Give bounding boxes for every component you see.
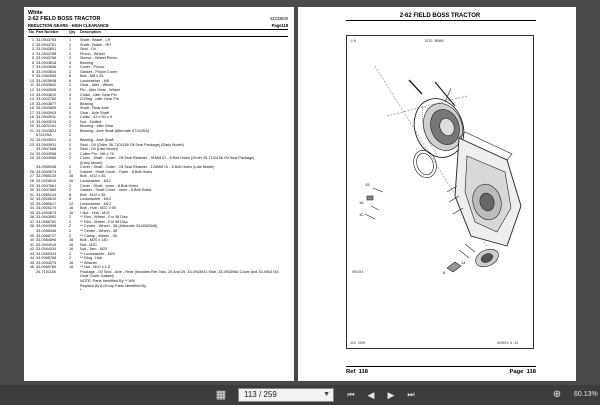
footer-ref-value: 118 xyxy=(358,369,368,375)
row-part-number: 33-0943808 xyxy=(36,88,57,93)
brand-label: White xyxy=(28,10,43,16)
row-description: Lockwasher - M12 xyxy=(80,201,112,206)
row-qty: 1 xyxy=(69,38,72,42)
row-qty: 2 xyxy=(69,228,72,233)
row-qty: 16 xyxy=(69,210,74,215)
row-description: Lockwasher - M12 xyxy=(80,178,112,183)
callout-14: 14 xyxy=(461,260,466,265)
row-no: 33 xyxy=(29,201,34,206)
footer-code-left: 433 3300 xyxy=(350,341,366,345)
row-no: 21 xyxy=(29,128,34,133)
row-part-number: 33-0947669 xyxy=(36,188,57,193)
row-qty: 16 xyxy=(69,238,74,243)
row-qty: 2 xyxy=(69,97,72,102)
row-no: 35 xyxy=(29,210,34,215)
row-qty: 2 xyxy=(69,147,72,152)
row-qty: 2 xyxy=(69,156,72,161)
row-part-number: 33-0943895 xyxy=(36,106,57,111)
row-description: Bearing - Idler Gear xyxy=(80,124,114,129)
row-qty: 2 xyxy=(69,183,72,188)
row-qty: 16 xyxy=(69,174,74,179)
row-description: Bolt - Hub - M22 x 55 xyxy=(80,206,116,211)
row-part-number: 33-0944016 xyxy=(36,242,57,247)
row-part-number: 33-0925610 xyxy=(36,197,57,202)
row-part-number: 33-0925174 xyxy=(36,206,57,211)
row-no: 3 xyxy=(31,47,34,52)
row-part-number: 33-0947661 xyxy=(36,183,57,188)
page-title: 2-62 FIELD BOSS TRACTOR xyxy=(28,16,101,22)
zoom-icon[interactable]: ⊕ xyxy=(552,389,562,400)
row-no: 10 xyxy=(29,78,34,83)
row-description: * Nut - Hub - M22 xyxy=(80,210,110,215)
row-no: 11 xyxy=(30,83,34,88)
row-part-number: 33-0968762 xyxy=(36,219,57,224)
row-no: 2 xyxy=(31,42,34,47)
footer-ref xyxy=(346,369,368,375)
callout-15: 15 xyxy=(365,182,370,187)
row-description: (Early Model) xyxy=(80,160,103,165)
row-part-number: 33-0943818 xyxy=(36,60,57,65)
row-part-number: 33-0947668 xyxy=(36,147,57,152)
row-qty: 8 xyxy=(69,78,72,83)
row-part-number: 33-0944034 xyxy=(36,247,57,252)
zoom-level[interactable]: 60.13% xyxy=(574,391,598,398)
row-description: Nut - Jam - M20 xyxy=(80,247,108,252)
row-description: ** Center - Wheel - 38 (Alternate 33-0065346) xyxy=(80,224,158,229)
row-part-number: 33-0022765 xyxy=(36,97,57,102)
diagram-frame xyxy=(346,35,534,349)
row-no: 39 xyxy=(29,233,34,238)
row-no: 34 xyxy=(29,206,34,211)
row-part-number: 33-0943761 xyxy=(36,42,57,47)
row-qty: 1 xyxy=(69,42,72,47)
row-description: Collar - Idler Gear Pin xyxy=(80,92,117,97)
row-qty: 12 xyxy=(69,201,74,206)
row-description: Bearing - Axle Shaft (Alternate 67243SA) xyxy=(80,128,150,133)
row-no: 42 xyxy=(29,247,34,252)
column-headers xyxy=(28,30,288,35)
row-qty: 2 xyxy=(69,251,72,256)
row-qty: 2 xyxy=(69,51,72,56)
row-description: Replace As A Group Parts Identified By xyxy=(80,283,146,288)
next-page-icon[interactable]: ▶ xyxy=(387,390,395,400)
row-no: 24 xyxy=(29,151,34,156)
row-description: Bolt - M8 x 25 xyxy=(80,74,104,79)
row-qty: 2 xyxy=(69,83,72,88)
row-part-number: 33-0984896 xyxy=(36,238,57,243)
row-part-number: 33-4304673 xyxy=(36,210,57,215)
row-part-number: 33-0943768 xyxy=(36,51,57,56)
parts-list xyxy=(28,38,288,293)
row-no: 40 xyxy=(29,238,34,243)
callout-8: 8 xyxy=(443,270,446,275)
row-description: Lockwasher - M12 xyxy=(80,197,112,202)
row-part-number xyxy=(36,288,69,293)
grid-view-icon[interactable]: ▦ xyxy=(215,389,227,401)
row-no xyxy=(28,288,36,293)
row-description: ** Washer xyxy=(80,260,97,265)
exploded-assembly-diagram xyxy=(347,36,535,350)
row-description: O-Ring - Idler Gear Pin xyxy=(80,97,119,102)
figure-corner-label: 1/N xyxy=(350,39,356,43)
viewer-toolbar xyxy=(0,385,600,405)
row-qty: 2 xyxy=(69,133,72,138)
row-part-number: 33-0943766 xyxy=(36,56,57,61)
row-description: Gasket - Pinion Cover xyxy=(80,69,118,74)
row-qty: 2 xyxy=(69,115,72,120)
row-no: 37 xyxy=(29,219,34,224)
row-qty: 2 xyxy=(69,119,72,124)
col-description: Description xyxy=(80,30,101,34)
first-page-icon[interactable]: ⏮ xyxy=(347,390,355,399)
row-qty: 2 xyxy=(69,142,72,147)
row-qty: 8 xyxy=(69,197,72,202)
figure-caption: DISC BRAKE xyxy=(425,39,445,43)
row-part-number: 33-0943958 xyxy=(36,151,57,156)
row-part-number: 33-0065346 xyxy=(36,228,57,233)
row-part-number: 33-0943903 xyxy=(36,110,57,115)
row-qty: 2 xyxy=(69,106,72,111)
row-no: 38 xyxy=(29,224,34,229)
row-no: 31 xyxy=(29,192,34,197)
row-qty: 16 xyxy=(69,247,74,252)
doc-number: 43333600 xyxy=(269,16,288,21)
row-qty: 8 xyxy=(69,192,72,197)
footer-ref-label: Ref xyxy=(346,369,356,375)
right-page xyxy=(298,7,576,381)
row-qty: 16 xyxy=(69,178,74,183)
row-part-number: 33-0943842 xyxy=(36,83,57,88)
row-part-number: 33-0968737 xyxy=(36,233,57,238)
row-part-number: 33-0944075 xyxy=(36,260,57,265)
row-part-number: 26-7101156 xyxy=(36,269,56,274)
part-code: 065355 xyxy=(352,270,364,274)
table-row xyxy=(28,288,288,293)
row-part-number: 33-0943801 xyxy=(36,47,57,52)
row-no: 32 xyxy=(29,197,34,202)
row-description: Cover - Shaft - Outer - Oil Seal Retainer - 91MM ID - 8 Bolt Holes (Order 26-7101156 Oil Seal Package) xyxy=(80,156,255,161)
row-part-number: 33-0943911 xyxy=(36,115,56,120)
row-qty: 2 xyxy=(69,65,72,70)
chevron-down-icon: ▼ xyxy=(323,391,330,398)
row-no: 22 xyxy=(29,138,34,143)
row-no: 6 xyxy=(31,60,34,65)
row-no: 23 xyxy=(29,142,34,147)
row-qty: 16 xyxy=(69,265,74,270)
row-description: Sleeve - Wheel Pinion xyxy=(80,56,118,61)
row-part-number: 33-0065766 xyxy=(36,265,57,270)
row-description: Bolt - M20 x 140 xyxy=(80,238,108,243)
row-description: Collar - 43 x 90 x 9 xyxy=(80,115,112,120)
row-description: Package - Oil Seal - Axle - Rear (Includes Ref. Nos. 25 And 29, 33-0943931 Seal, 33-0943966 Cover And 33-0943745 Gear Cover Gasket) xyxy=(80,269,279,279)
row-qty: 16 xyxy=(69,206,74,211)
row-description: Gasket - Shaft Cover - Inner - 8 Bolt Holes xyxy=(80,188,152,193)
columns-rule xyxy=(28,36,288,37)
row-qty: 2 xyxy=(69,110,72,115)
row-part-number: 33-0925610 xyxy=(36,178,57,183)
title-row xyxy=(28,16,288,22)
row-no: 1 xyxy=(31,38,34,42)
row-description: Pin - Idler Gear - Wheel xyxy=(80,88,120,93)
section-title: REDUCTION GEARS - HIGH CLEARANCE xyxy=(28,22,109,28)
footer-code-right: D26053 6.44 xyxy=(497,341,519,345)
row-no: 20 xyxy=(29,124,34,129)
row-part-number: 33-0985134 xyxy=(36,192,57,197)
previous-page-icon[interactable]: ◀ xyxy=(367,390,375,400)
row-qty: 2 xyxy=(69,69,72,74)
row-qty: 4 xyxy=(69,101,72,106)
last-page-icon[interactable]: ⏭ xyxy=(407,390,415,399)
row-no: 25 xyxy=(29,156,34,161)
row-description: Shaft - Rear Axle xyxy=(80,106,109,111)
row-qty: 2 xyxy=(69,47,72,52)
row-no: 43 xyxy=(29,251,34,256)
row-description: Gear - Axle Shaft xyxy=(80,110,109,115)
row-description: Seal - Oil (Order 26-7101156 Oil Seal Package) (Early Model) xyxy=(80,142,184,147)
col-qty: Qty xyxy=(69,30,76,34)
row-part-number: 33-0943810 xyxy=(36,92,57,97)
row-description: ** Rim - Wheel - For 38 Disc xyxy=(80,219,128,224)
row-no: 17 xyxy=(29,110,34,115)
row-no: 45 xyxy=(29,260,34,265)
row-description: ** Center - Wheel - 38 xyxy=(80,228,118,233)
row-part-number: 33-0943915 xyxy=(36,119,57,124)
row-part-number: 33-0943753 xyxy=(36,38,57,42)
row-description: Gasket - Shaft Cover - Outer - 8 Bolt Holes xyxy=(80,169,153,174)
row-qty: 2 xyxy=(69,151,72,156)
row-description: ** Rim - Wheel - For 38 Disc xyxy=(80,215,128,220)
row-description: Bearing - Axle Shaft xyxy=(80,138,114,143)
table-row xyxy=(28,270,288,279)
row-part-number: 33-0925648 xyxy=(36,78,57,83)
row-description: Cover - Shaft - Outer - Oil Seal Retainer - 125MM ID - 8 Bolt Holes (Late Model) xyxy=(80,165,215,170)
row-part-number: 33-0943931 xyxy=(36,142,57,147)
row-qty: 2 xyxy=(69,188,72,193)
row-qty: 2 xyxy=(69,256,72,261)
row-description: Nut - M20 xyxy=(80,242,97,247)
row-qty: 2 xyxy=(69,233,72,238)
row-part-number: 33-0065343 xyxy=(36,251,57,256)
page-ref: Page118 xyxy=(271,22,288,28)
row-description: Bearing xyxy=(80,60,94,65)
row-qty: 16 xyxy=(69,260,74,265)
section-row xyxy=(28,23,288,28)
row-no: 30 xyxy=(29,188,34,193)
row-part-number: 33-0959048 xyxy=(36,165,57,170)
footer-page-label: Page xyxy=(509,369,524,375)
row-description: Bolt - M12 x 35 xyxy=(80,192,106,197)
row-no: 46 xyxy=(29,265,34,270)
row-qty: 2 xyxy=(69,224,72,229)
row-part-number: 33-0943992 xyxy=(36,215,57,220)
row-qty: 4 xyxy=(69,92,72,97)
row-description: ** Ring - Hub xyxy=(80,256,103,261)
footer-page xyxy=(510,369,536,375)
row-description: Gear - Idler - Wheel xyxy=(80,83,114,88)
row-part-number: 33-0943606 xyxy=(36,65,57,70)
row-description: Cover - Shaft - Inner - 8 Bolt Holes xyxy=(80,183,139,188)
row-part-number: 67243SA xyxy=(36,133,52,138)
row-qty: 16 xyxy=(69,242,74,247)
row-qty: 2 xyxy=(69,219,72,224)
row-qty: 2 xyxy=(69,124,72,129)
row-no: 44 xyxy=(29,256,34,261)
row-description: Bolt - M12 x 35 xyxy=(80,174,106,179)
row-description: ** Nut - M22 x 1.5 xyxy=(80,265,110,270)
row-part-number: 33-0985617 xyxy=(36,201,57,206)
row-description: Bearing xyxy=(80,101,94,106)
col-part-number: Part Number xyxy=(36,30,59,34)
left-page xyxy=(24,7,294,381)
title-rule xyxy=(346,20,536,21)
row-part-number: 33-0943998 xyxy=(36,224,57,229)
footer-rule xyxy=(346,366,536,367)
row-description: Cover - Pinion xyxy=(80,65,105,70)
row-qty: 2 xyxy=(69,165,72,170)
row-no: 13 xyxy=(29,92,34,97)
row-description: Nut - Slotted xyxy=(80,119,102,124)
row-part-number: 33-0943966 xyxy=(36,156,57,161)
row-no: 4 xyxy=(31,51,34,56)
row-qty: 2 xyxy=(69,88,72,93)
row-no: 26 xyxy=(29,169,34,174)
row-no xyxy=(28,270,36,279)
row-no: 5 xyxy=(31,56,34,61)
row-qty: 2 xyxy=(69,215,72,220)
row-description: NOTE: Parts Identified By ** Will xyxy=(80,278,135,283)
row-qty: 4 xyxy=(69,60,72,65)
page-indicator-select[interactable] xyxy=(238,388,334,402)
diagram-page-title: 2-62 FIELD BOSS TRACTOR xyxy=(399,13,481,19)
row-description: ** Clamp - Wheel - 38 xyxy=(80,233,117,238)
row-no: 7 xyxy=(31,65,34,70)
row-qty: 2 xyxy=(69,138,72,143)
row-no: 12 xyxy=(29,88,34,93)
callout-10: 10 xyxy=(359,212,364,217)
row-part-number: 33-0943834 xyxy=(36,69,57,74)
row-part-number: 33-0984956 xyxy=(36,74,57,79)
row-part-number: 33-0985134 xyxy=(36,174,57,179)
callout-16: 16 xyxy=(359,200,364,205)
row-qty: 2 xyxy=(69,128,72,133)
row-qty: 8 xyxy=(69,74,72,79)
row-qty xyxy=(69,288,80,293)
row-no: 15 xyxy=(29,101,34,106)
row-no: 8 xyxy=(31,69,34,74)
row-description: Cotter Pin - M6 x 75 xyxy=(80,151,114,156)
row-no: 36 xyxy=(29,215,34,220)
row-qty: 2 xyxy=(69,56,72,61)
row-description: Lockwasher - M8 xyxy=(80,78,109,83)
row-description: ** Lockwasher - M20 xyxy=(80,251,116,256)
row-no: 14 xyxy=(29,97,34,102)
row-qty xyxy=(69,270,80,279)
row-no: 28 xyxy=(29,178,34,183)
row-description: Seal - Oil (Late Model) xyxy=(80,147,118,152)
row-no: 41 xyxy=(29,242,34,247)
row-description: Shaft - Brake - RH xyxy=(80,42,112,47)
row-part-number: 33-0065768 xyxy=(36,256,57,261)
row-description: *. xyxy=(80,288,83,293)
row-part-number: 33-0943974 xyxy=(36,169,57,174)
row-no: 9 xyxy=(31,74,34,79)
row-part-number: 33-0943823 xyxy=(36,128,57,133)
footer-page-value: 118 xyxy=(526,369,536,375)
row-part-number: 33-0943877 xyxy=(36,101,57,106)
row-no: 27 xyxy=(29,174,34,179)
row-part-number: 33-0822161 xyxy=(36,124,57,129)
row-no: 29 xyxy=(29,183,34,188)
col-no: No xyxy=(28,30,34,34)
page-footer xyxy=(346,369,536,375)
row-no: 19 xyxy=(29,119,34,124)
row-description: Seal - Oil xyxy=(80,47,96,52)
row-no: 18 xyxy=(29,115,34,120)
page-indicator: 113 / 259 xyxy=(244,390,277,399)
row-qty: 2 xyxy=(69,169,72,174)
row-part-number: 33-0943921 xyxy=(36,138,57,143)
row-no: 16 xyxy=(29,106,34,111)
row-description: Pinion - Wheel xyxy=(80,51,105,56)
row-description: Shaft - Brake - LH xyxy=(80,38,111,42)
